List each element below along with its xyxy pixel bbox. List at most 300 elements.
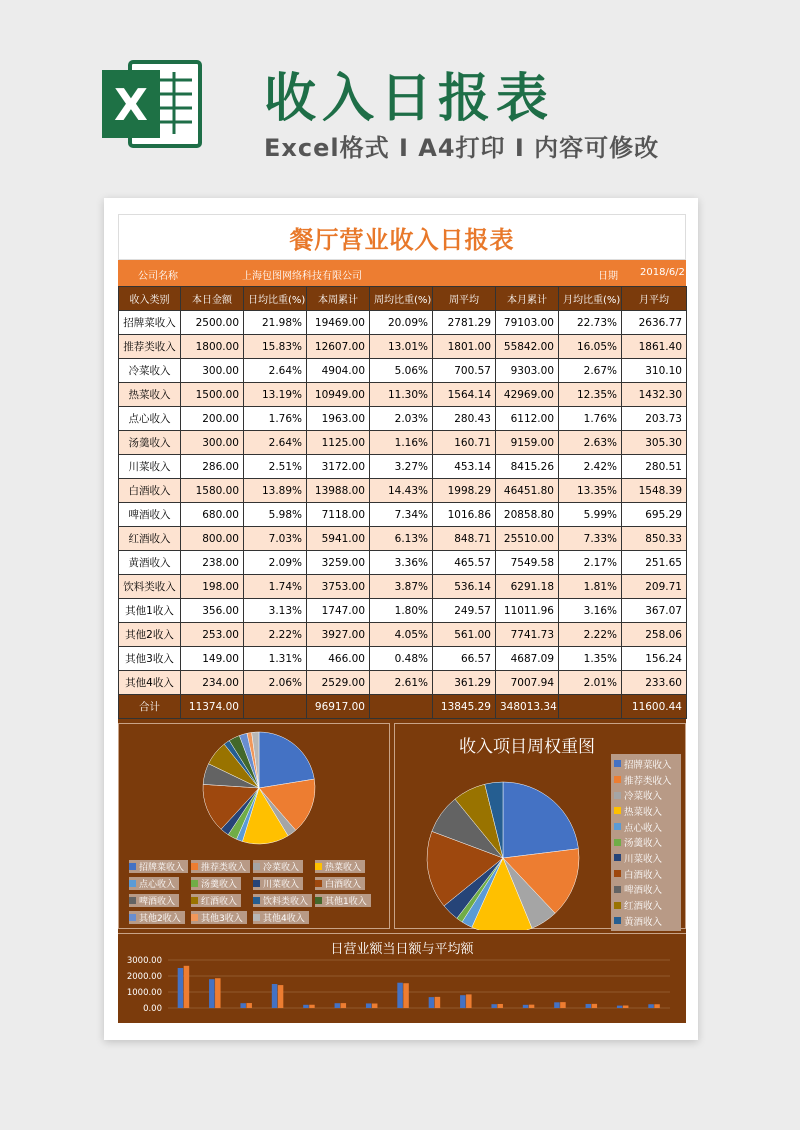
table-cell[interactable]: 258.06 <box>622 623 687 647</box>
column-header: 本周累计 <box>307 287 370 311</box>
table-cell[interactable]: 6291.18 <box>496 575 559 599</box>
daily-pie-slice[interactable] <box>259 732 314 788</box>
table-row <box>119 527 687 551</box>
table-cell[interactable]: 1.80% <box>370 599 433 623</box>
bar-daily[interactable] <box>648 1004 654 1008</box>
row-label[interactable]: 黄酒收入 <box>119 551 181 575</box>
table-cell[interactable]: 3.16% <box>559 599 622 623</box>
legend-label: 川菜收入 <box>624 853 663 865</box>
bar-daily[interactable] <box>429 997 435 1008</box>
table-cell[interactable]: 2.09% <box>244 551 307 575</box>
legend-label: 汤羹收入 <box>624 838 663 850</box>
table-cell[interactable]: 1125.00 <box>307 431 370 455</box>
table-cell[interactable]: 280.51 <box>622 455 687 479</box>
table-cell[interactable]: 1861.40 <box>622 335 687 359</box>
legend-item <box>315 860 365 873</box>
legend-swatch <box>191 880 198 887</box>
row-label[interactable]: 红酒收入 <box>119 527 181 551</box>
table-cell[interactable]: 680.00 <box>181 503 244 527</box>
table-cell[interactable]: 1963.00 <box>307 407 370 431</box>
legend-item <box>129 877 179 890</box>
legend-label: 招牌菜收入 <box>139 863 185 873</box>
row-label[interactable]: 饮料类收入 <box>119 575 181 599</box>
table-cell[interactable]: 55842.00 <box>496 335 559 359</box>
legend-swatch <box>614 792 621 799</box>
bar-average[interactable] <box>466 994 472 1008</box>
table-cell[interactable]: 4687.09 <box>496 647 559 671</box>
table-cell[interactable]: 13.89% <box>244 479 307 503</box>
y-tick-label: 2000.00 <box>126 972 162 982</box>
table-cell[interactable]: 209.71 <box>622 575 687 599</box>
table-cell[interactable]: 156.24 <box>622 647 687 671</box>
row-label[interactable]: 热菜收入 <box>119 383 181 407</box>
legend-item <box>191 911 247 924</box>
table-row <box>119 455 687 479</box>
bar-daily[interactable] <box>240 1003 246 1008</box>
table-cell[interactable]: 22.73% <box>559 311 622 335</box>
table-cell[interactable]: 2.67% <box>559 359 622 383</box>
table-cell[interactable]: 4.05% <box>370 623 433 647</box>
legend-swatch <box>191 914 198 921</box>
table-row <box>119 431 687 455</box>
table-cell[interactable]: 2781.29 <box>433 311 496 335</box>
page-title: 收入日报表 <box>264 69 555 129</box>
legend-swatch <box>614 839 621 846</box>
weekly-chart-title: 收入项目周权重图 <box>459 737 595 757</box>
legend-label: 其他2收入 <box>139 914 181 924</box>
table-cell[interactable]: 198.00 <box>181 575 244 599</box>
table-cell[interactable]: 1998.29 <box>433 479 496 503</box>
table-cell[interactable]: 251.65 <box>622 551 687 575</box>
table-row <box>119 575 687 599</box>
table-cell[interactable]: 3.13% <box>244 599 307 623</box>
table-cell[interactable]: 249.57 <box>433 599 496 623</box>
legend-swatch <box>129 880 136 887</box>
table-cell[interactable]: 361.29 <box>433 671 496 695</box>
table-cell[interactable]: 850.33 <box>622 527 687 551</box>
table-cell[interactable]: 160.71 <box>433 431 496 455</box>
table-cell[interactable]: 5.98% <box>244 503 307 527</box>
table-cell[interactable]: 465.57 <box>433 551 496 575</box>
legend-item <box>191 860 250 873</box>
bar-average[interactable] <box>215 978 221 1008</box>
table-cell[interactable]: 20.09% <box>370 311 433 335</box>
table-cell[interactable]: 695.29 <box>622 503 687 527</box>
table-cell[interactable]: 1747.00 <box>307 599 370 623</box>
total-cell <box>559 695 622 719</box>
logo-letter: X <box>114 80 148 131</box>
table-cell[interactable]: 2.64% <box>244 359 307 383</box>
table-cell[interactable]: 466.00 <box>307 647 370 671</box>
row-label[interactable]: 点心收入 <box>119 407 181 431</box>
table-cell[interactable]: 367.07 <box>622 599 687 623</box>
table-cell[interactable]: 15.83% <box>244 335 307 359</box>
bar-average[interactable] <box>435 997 441 1008</box>
table-cell[interactable]: 6.13% <box>370 527 433 551</box>
table-cell[interactable]: 561.00 <box>433 623 496 647</box>
table-cell[interactable]: 1.76% <box>559 407 622 431</box>
table-cell[interactable]: 5941.00 <box>307 527 370 551</box>
table-row <box>119 407 687 431</box>
column-header: 收入类别 <box>119 287 181 311</box>
table-cell[interactable]: 7.33% <box>559 527 622 551</box>
bar-daily[interactable] <box>178 968 184 1008</box>
table-cell[interactable]: 1564.14 <box>433 383 496 407</box>
table-cell[interactable]: 1.16% <box>370 431 433 455</box>
table-cell[interactable]: 3753.00 <box>307 575 370 599</box>
weekly-weight-chart[interactable] <box>394 723 686 929</box>
weekly-pie-slice[interactable] <box>503 782 578 858</box>
table-row <box>119 335 687 359</box>
legend-swatch <box>129 897 136 904</box>
table-cell[interactable]: 11011.96 <box>496 599 559 623</box>
table-cell[interactable]: 305.30 <box>622 431 687 455</box>
legend-label: 啤酒收入 <box>139 897 176 907</box>
table-cell[interactable]: 16.05% <box>559 335 622 359</box>
table-cell[interactable]: 2.42% <box>559 455 622 479</box>
weekly-weight-legend <box>611 754 681 931</box>
bar-average[interactable] <box>497 1004 503 1008</box>
column-header: 周均比重(%) <box>370 287 433 311</box>
table-cell[interactable]: 5.06% <box>370 359 433 383</box>
paper-sheet <box>104 198 698 1040</box>
bar-average[interactable] <box>654 1004 660 1008</box>
table-row <box>119 551 687 575</box>
total-cell <box>244 695 307 719</box>
table-cell[interactable]: 1548.39 <box>622 479 687 503</box>
table-cell[interactable]: 848.71 <box>433 527 496 551</box>
table-cell[interactable]: 310.10 <box>622 359 687 383</box>
row-label[interactable]: 川菜收入 <box>119 455 181 479</box>
legend-swatch <box>614 917 621 924</box>
legend-swatch <box>315 880 322 887</box>
table-cell[interactable]: 234.00 <box>181 671 244 695</box>
legend-label: 其他3收入 <box>201 914 243 924</box>
legend-label: 其他4收入 <box>263 914 305 924</box>
table-header-row <box>119 287 687 311</box>
legend-swatch <box>614 902 621 909</box>
table-cell[interactable]: 9303.00 <box>496 359 559 383</box>
column-header: 月均比重(%) <box>559 287 622 311</box>
table-cell[interactable]: 200.00 <box>181 407 244 431</box>
table-cell[interactable]: 1432.30 <box>622 383 687 407</box>
table-cell[interactable]: 2.06% <box>244 671 307 695</box>
legend-label: 白酒收入 <box>624 869 663 881</box>
table-cell[interactable]: 3.36% <box>370 551 433 575</box>
sheet-title: 餐厅营业收入日报表 <box>118 214 686 260</box>
legend-label: 饮料类收入 <box>263 897 309 907</box>
table-cell[interactable]: 13.19% <box>244 383 307 407</box>
daily-bar-svg <box>118 934 686 1024</box>
table-cell[interactable]: 2.51% <box>244 455 307 479</box>
table-cell[interactable]: 2.22% <box>559 623 622 647</box>
bar-daily[interactable] <box>491 1004 497 1008</box>
legend-swatch <box>614 870 621 877</box>
table-cell[interactable]: 356.00 <box>181 599 244 623</box>
table-cell[interactable]: 7741.73 <box>496 623 559 647</box>
table-cell[interactable]: 2.17% <box>559 551 622 575</box>
bar-daily[interactable] <box>523 1005 529 1008</box>
row-label[interactable]: 啤酒收入 <box>119 503 181 527</box>
legend-item <box>191 877 241 890</box>
bar-daily[interactable] <box>554 1002 560 1008</box>
legend-item <box>253 877 303 890</box>
bar-average[interactable] <box>278 985 284 1008</box>
legend-item <box>129 911 185 924</box>
legend-swatch <box>253 880 260 887</box>
total-label: 合计 <box>119 695 181 719</box>
bar-average[interactable] <box>184 966 190 1008</box>
bar-average[interactable] <box>560 1002 566 1008</box>
table-cell[interactable]: 453.14 <box>433 455 496 479</box>
bar-average[interactable] <box>403 983 409 1008</box>
table-row <box>119 623 687 647</box>
legend-item <box>614 897 678 913</box>
legend-label: 点心收入 <box>139 880 176 890</box>
date-label: 日期 <box>598 271 618 282</box>
table-cell[interactable]: 1800.00 <box>181 335 244 359</box>
legend-swatch <box>253 863 260 870</box>
bar-average[interactable] <box>246 1003 252 1008</box>
legend-item <box>315 894 371 907</box>
table-cell[interactable]: 280.43 <box>433 407 496 431</box>
bar-daily[interactable] <box>617 1006 623 1008</box>
table-cell[interactable]: 238.00 <box>181 551 244 575</box>
table-cell[interactable]: 9159.00 <box>496 431 559 455</box>
daily-share-chart[interactable] <box>118 723 390 929</box>
legend-item <box>614 913 678 929</box>
table-cell[interactable]: 7549.58 <box>496 551 559 575</box>
legend-swatch <box>614 776 621 783</box>
table-cell[interactable]: 11.30% <box>370 383 433 407</box>
legend-label: 热菜收入 <box>325 863 362 873</box>
bar-average[interactable] <box>592 1004 598 1008</box>
table-cell[interactable]: 7118.00 <box>307 503 370 527</box>
table-row <box>119 383 687 407</box>
total-cell: 13845.29 <box>433 695 496 719</box>
row-label[interactable]: 招牌菜收入 <box>119 311 181 335</box>
bar-average[interactable] <box>309 1005 315 1008</box>
bar-average[interactable] <box>341 1003 347 1008</box>
legend-label: 推荐类收入 <box>624 775 672 787</box>
total-cell: 96917.00 <box>307 695 370 719</box>
legend-label: 其他1收入 <box>325 897 367 907</box>
row-label[interactable]: 其他3收入 <box>119 647 181 671</box>
table-cell[interactable]: 2.22% <box>244 623 307 647</box>
bar-daily[interactable] <box>397 983 403 1008</box>
table-cell[interactable]: 4904.00 <box>307 359 370 383</box>
table-row <box>119 599 687 623</box>
table-cell[interactable]: 25510.00 <box>496 527 559 551</box>
table-cell[interactable]: 1016.86 <box>433 503 496 527</box>
legend-label: 川菜收入 <box>263 880 300 890</box>
bar-average[interactable] <box>529 1005 535 1008</box>
bar-daily[interactable] <box>366 1003 372 1008</box>
bar-average[interactable] <box>372 1004 378 1008</box>
legend-swatch <box>614 823 621 830</box>
table-cell[interactable]: 12.35% <box>559 383 622 407</box>
table-cell[interactable]: 5.99% <box>559 503 622 527</box>
table-cell[interactable]: 3259.00 <box>307 551 370 575</box>
bar-daily[interactable] <box>460 995 466 1008</box>
row-label[interactable]: 白酒收入 <box>119 479 181 503</box>
row-label[interactable]: 冷菜收入 <box>119 359 181 383</box>
legend-swatch <box>614 886 621 893</box>
company-name[interactable]: 上海包图网络科技有限公司 <box>242 271 362 282</box>
legend-label: 冷菜收入 <box>263 863 300 873</box>
table-cell[interactable]: 1801.00 <box>433 335 496 359</box>
table-cell[interactable]: 800.00 <box>181 527 244 551</box>
table-row <box>119 503 687 527</box>
table-cell[interactable]: 7.03% <box>244 527 307 551</box>
table-cell[interactable]: 3172.00 <box>307 455 370 479</box>
table-cell[interactable]: 149.00 <box>181 647 244 671</box>
charts-area <box>118 719 686 1023</box>
revenue-table <box>118 286 687 719</box>
legend-item <box>614 882 678 898</box>
legend-label: 红酒收入 <box>201 897 238 907</box>
table-cell[interactable]: 203.73 <box>622 407 687 431</box>
table-cell[interactable]: 66.57 <box>433 647 496 671</box>
table-row <box>119 647 687 671</box>
table-cell[interactable]: 700.57 <box>433 359 496 383</box>
table-cell[interactable]: 2529.00 <box>307 671 370 695</box>
column-header: 本月累计 <box>496 287 559 311</box>
row-label[interactable]: 其他4收入 <box>119 671 181 695</box>
legend-swatch <box>253 914 260 921</box>
legend-item <box>253 860 303 873</box>
table-total-row <box>119 695 687 719</box>
table-cell[interactable]: 6112.00 <box>496 407 559 431</box>
table-cell[interactable]: 7.34% <box>370 503 433 527</box>
table-cell[interactable]: 3.27% <box>370 455 433 479</box>
legend-item <box>253 911 309 924</box>
bar-chart-title: 日营业额当日额与平均额 <box>330 942 474 957</box>
table-cell[interactable]: 1.31% <box>244 647 307 671</box>
table-cell[interactable]: 13988.00 <box>307 479 370 503</box>
table-cell[interactable]: 21.98% <box>244 311 307 335</box>
legend-swatch <box>129 863 136 870</box>
legend-swatch <box>191 897 198 904</box>
y-tick-label: 3000.00 <box>126 956 162 966</box>
table-cell[interactable]: 1.81% <box>559 575 622 599</box>
legend-label: 推荐类收入 <box>201 863 247 873</box>
table-cell[interactable]: 2500.00 <box>181 311 244 335</box>
legend-label: 汤羹收入 <box>201 880 238 890</box>
daily-bar-chart[interactable] <box>118 933 686 1023</box>
table-cell[interactable]: 536.14 <box>433 575 496 599</box>
excel-logo-icon <box>100 56 204 152</box>
table-cell[interactable]: 2.03% <box>370 407 433 431</box>
total-cell: 11600.44 <box>622 695 687 719</box>
table-cell[interactable]: 46451.80 <box>496 479 559 503</box>
table-cell[interactable]: 286.00 <box>181 455 244 479</box>
table-cell[interactable]: 19469.00 <box>307 311 370 335</box>
table-cell[interactable]: 3.87% <box>370 575 433 599</box>
bar-average[interactable] <box>623 1006 629 1008</box>
info-bar <box>118 260 686 286</box>
row-label[interactable]: 推荐类收入 <box>119 335 181 359</box>
legend-label: 红酒收入 <box>624 901 663 913</box>
table-cell[interactable]: 42969.00 <box>496 383 559 407</box>
legend-item <box>129 894 179 907</box>
table-cell[interactable]: 1500.00 <box>181 383 244 407</box>
row-label[interactable]: 汤羹收入 <box>119 431 181 455</box>
legend-swatch <box>129 914 136 921</box>
bar-daily[interactable] <box>303 1005 309 1008</box>
bar-daily[interactable] <box>209 979 215 1008</box>
row-label[interactable]: 其他2收入 <box>119 623 181 647</box>
legend-swatch <box>315 863 322 870</box>
legend-item <box>614 756 678 772</box>
spreadsheet <box>118 214 686 1023</box>
bar-daily[interactable] <box>335 1003 341 1008</box>
legend-swatch <box>315 897 322 904</box>
daily-share-pie <box>119 724 391 860</box>
table-cell[interactable]: 0.48% <box>370 647 433 671</box>
table-cell[interactable]: 253.00 <box>181 623 244 647</box>
date-value[interactable]: 2018/6/2 <box>640 267 685 278</box>
table-cell[interactable]: 13.35% <box>559 479 622 503</box>
table-cell[interactable]: 10949.00 <box>307 383 370 407</box>
weekly-weight-pie <box>395 724 607 930</box>
table-cell[interactable]: 300.00 <box>181 359 244 383</box>
legend-label: 白酒收入 <box>325 880 362 890</box>
table-cell[interactable]: 20858.80 <box>496 503 559 527</box>
legend-item <box>614 850 678 866</box>
legend-swatch <box>614 760 621 767</box>
company-label: 公司名称 <box>138 271 178 282</box>
legend-label: 冷菜收入 <box>624 791 663 803</box>
table-cell[interactable]: 14.43% <box>370 479 433 503</box>
column-header: 日均比重(%) <box>244 287 307 311</box>
legend-item <box>614 819 678 835</box>
table-cell[interactable]: 79103.00 <box>496 311 559 335</box>
y-tick-label: 1000.00 <box>126 988 162 998</box>
bar-daily[interactable] <box>272 984 278 1008</box>
table-cell[interactable]: 233.60 <box>622 671 687 695</box>
table-cell[interactable]: 2636.77 <box>622 311 687 335</box>
table-cell[interactable]: 300.00 <box>181 431 244 455</box>
table-body <box>119 311 687 695</box>
table-cell[interactable]: 1.76% <box>244 407 307 431</box>
table-cell[interactable]: 1580.00 <box>181 479 244 503</box>
table-cell[interactable]: 12607.00 <box>307 335 370 359</box>
bar-daily[interactable] <box>586 1004 592 1008</box>
legend-item <box>191 894 241 907</box>
table-cell[interactable]: 1.74% <box>244 575 307 599</box>
total-cell: 11374.00 <box>181 695 244 719</box>
table-cell[interactable]: 2.01% <box>559 671 622 695</box>
legend-label: 招牌菜收入 <box>624 759 672 771</box>
table-cell[interactable]: 2.61% <box>370 671 433 695</box>
table-cell[interactable]: 13.01% <box>370 335 433 359</box>
row-label[interactable]: 其他1收入 <box>119 599 181 623</box>
table-cell[interactable]: 8415.26 <box>496 455 559 479</box>
total-cell: 348013.34 <box>496 695 559 719</box>
table-cell[interactable]: 3927.00 <box>307 623 370 647</box>
table-cell[interactable]: 2.64% <box>244 431 307 455</box>
page-subtitle: Excel格式 Ⅰ A4打印 Ⅰ 内容可修改 <box>264 134 660 162</box>
y-tick-label: 0.00 <box>143 1004 162 1014</box>
table-cell[interactable]: 7007.94 <box>496 671 559 695</box>
table-cell[interactable]: 1.35% <box>559 647 622 671</box>
legend-item <box>614 772 678 788</box>
table-cell[interactable]: 2.63% <box>559 431 622 455</box>
legend-item <box>614 803 678 819</box>
table-row <box>119 671 687 695</box>
column-header: 月平均 <box>622 287 687 311</box>
